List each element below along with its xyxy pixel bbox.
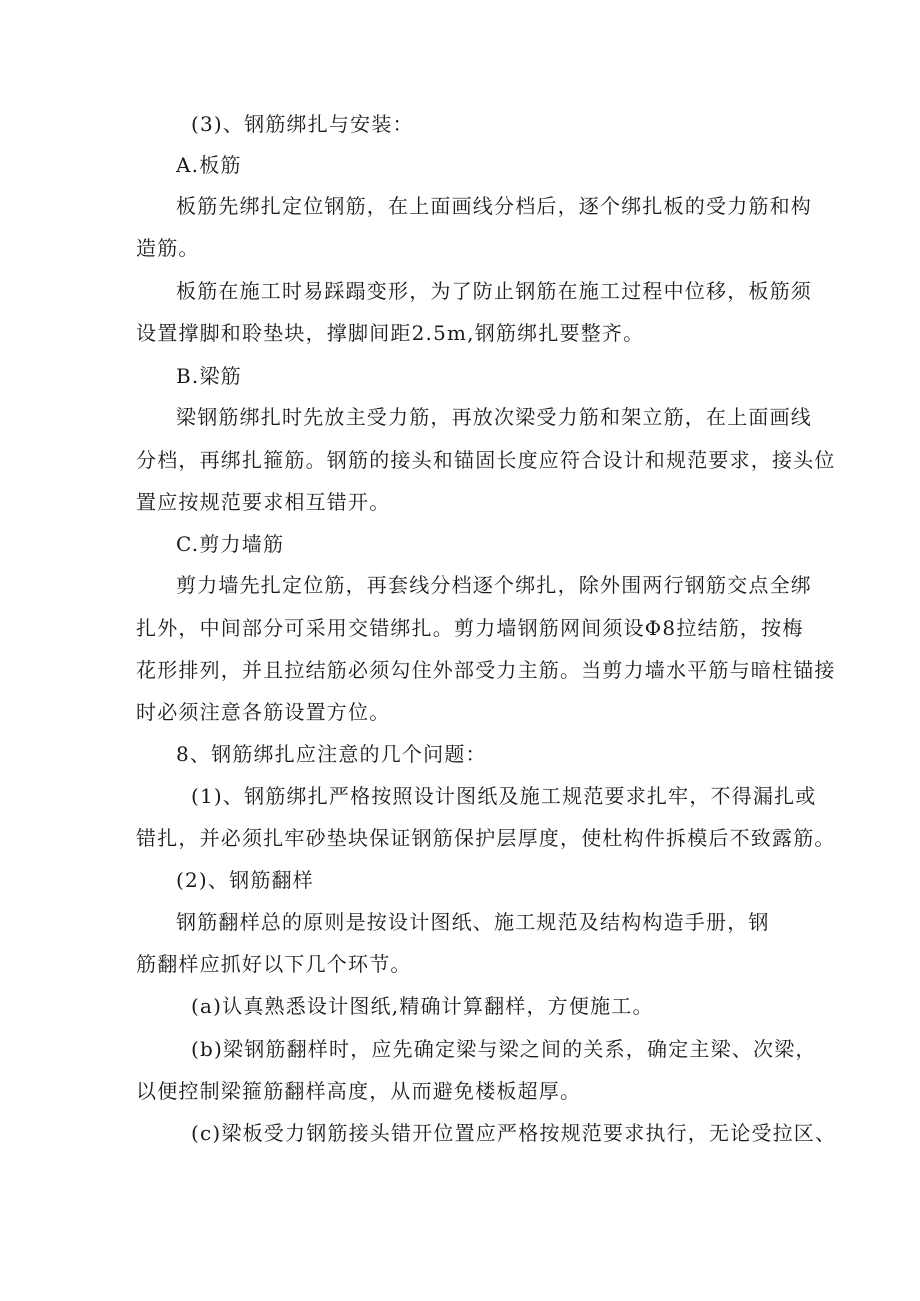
text-line: 梁钢筋绑扎时先放主受力筋，再放次梁受力筋和架立筋，在上面画线 [176, 405, 812, 429]
text-line: (2)、钢筋翻样 [176, 868, 314, 892]
text-line: 设置撑脚和聆垫块，撑脚间距2.5m,钢筋绑扎要整齐。 [136, 321, 645, 345]
text-line: 分档，再绑扎箍筋。钢筋的接头和锚固长度应符合设计和规范要求，接头位 [136, 448, 836, 472]
text-line: 筋翻样应抓好以下几个环节。 [136, 952, 412, 976]
text-line: (1)、钢筋绑扎严格按照设计图纸及施工规范要求扎牢，不得漏扎或 [191, 784, 817, 808]
text-line: 板筋在施工时易踩蹋变形，为了防止钢筋在施工过程中位移，板筋须 [176, 279, 812, 303]
text-line: 造筋。 [136, 236, 200, 260]
text-line: (c)梁板受力钢筋接头错开位置应严格按规范要求执行，无论受拉区、 [191, 1121, 837, 1145]
text-line: 钢筋翻样总的原则是按设计图纸、施工规范及结构构造手册，钢 [176, 910, 770, 934]
text-line: 置应按规范要求相互错开。 [136, 490, 391, 514]
text-line: 扎外，中间部分可采用交错绑扎。剪力墙钢筋网间须设Φ8拉结筋，按梅 [136, 616, 804, 640]
text-line: 板筋先绑扎定位钢筋，在上面画线分档后，逐个绑扎板的受力筋和构 [176, 194, 812, 218]
text-line: 8、钢筋绑扎应注意的几个问题： [176, 742, 487, 766]
text-line: 时必须注意各筋设置方位。 [136, 700, 391, 724]
text-line: (3)、钢筋绑扎与安装： [191, 112, 414, 136]
text-line: 以便控制梁箍筋翻样高度，从而避免楼板超厚。 [136, 1079, 582, 1103]
text-line: (a)认真熟悉设计图纸,精确计算翻样，方便施工。 [191, 994, 654, 1018]
text-line: 剪力墙先扎定位筋，再套线分档逐个绑扎，除外围两行钢筋交点全绑 [176, 573, 812, 597]
text-line: (b)梁钢筋翻样时，应先确定梁与梁之间的关系，确定主梁、次梁， [191, 1037, 817, 1061]
text-line: A.板筋 [176, 153, 242, 177]
text-line: C.剪力墙筋 [176, 532, 285, 556]
text-line: 花形排列，并且拉结筋必须勾住外部受力主筋。当剪力墙水平筋与暗柱锚接 [136, 658, 836, 682]
text-line: 错扎，并必须扎牢砂垫块保证钢筋保护层厚度，使杜构件拆模后不致露筋。 [136, 826, 836, 850]
text-line: B.梁筋 [176, 364, 242, 388]
